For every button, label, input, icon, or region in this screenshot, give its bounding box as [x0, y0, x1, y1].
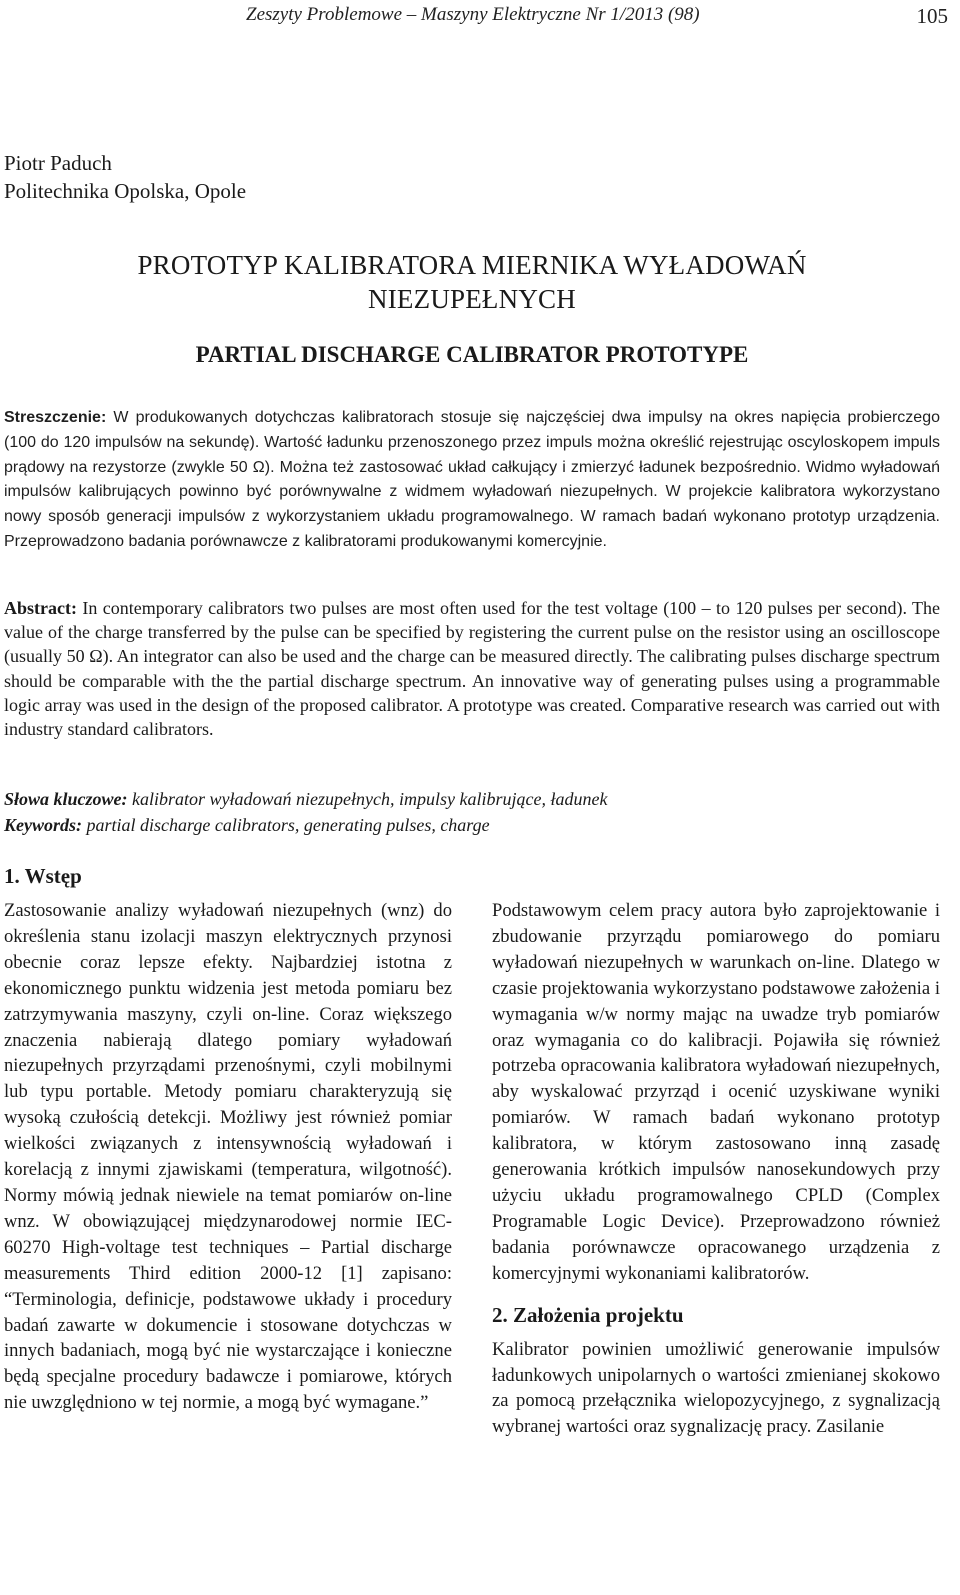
title-block [0, 248, 944, 368]
summary-text: W produkowanych dotychczas kalibratorach stosuje się najczęściej dwa impulsy na okres napięcia probierczego (100 do 120 impulsów na sekundę). Wartość ładunku przenoszonego przez impuls można określić rejestrując oscyloskopem impuls prądowy na rezystorze (zwykle 50 Ω). Można też zastosować układ całkujący i zmierzyć ładunek bezpośrednio. Widmo wyładowań impulsów kalibrujących powinno być porównywalne z widmem wyładowań niezupełnych. W projekcie kalibratora wykorzystano nowy sposób generacji impulsów z wykorzystaniem układu programowalnego. W ramach badań wykonano prototyp urządzenia. Przeprowadzono badania porównawcze z kalibratorami produkowanymi komercyjnie. [4, 409, 940, 550]
keywords-polish [4, 786, 940, 812]
keywords-english-label: Keywords: [4, 815, 82, 835]
author-affiliation: Politechnika Opolska, Opole [4, 179, 247, 203]
keywords-english-text: partial discharge calibrators, generating pulses, charge [82, 815, 490, 835]
journal-name: Zeszyty Problemowe – Maszyny Elektryczne Nr 1/2013 (98) [246, 4, 700, 25]
summary-label: Streszczenie: [4, 409, 107, 426]
abstract-label: Abstract: [4, 598, 77, 618]
running-header [0, 4, 960, 34]
section-1-right-paragraph: Podstawowym celem pracy autora było zaprojektowanie i zbudowanie przyrządu pomiarowego do pomiaru wyładowań niezupełnych w warunkach on-line. Dlatego w czasie projektowania wykorzystano podstawowe założenia i wymagania w/w normy mając na uwadze tryb pomiarów oraz wymagania co do kalibracji. Pojawiła się również potrzeba opracowania kalibratora wyładowań niezupełnych, aby wyskalować przyrząd i ocenić uzyskiwane wyniki pomiarów. W ramach badań wykonano prototyp kalibratora, w którym zastosowano inną zasadę generowania krótkich impulsów nanosekundowych przy użyciu układu programowalnego CPLD (Complex Programable Logic Device). Przeprowadzono również badania porównawcze opracowanego urządzenia z komercyjnymi wykonaniami kalibratorów. [492, 900, 940, 1284]
title-english: PARTIAL DISCHARGE CALIBRATOR PROTOTYPE [195, 342, 749, 367]
abstract-text: In contemporary calibrators two pulses are most often used for the test voltage (100 – to 120 pulses per second). The value of the charge transferred by the pulse can be specified by registering the current pulse on the resistor using an oscilloscope (usually 50 Ω). An integrator can also be used and the charge can be measured directly. The calibrating pulses discharge spectrum should be comparable with the the partial discharge spectrum. An innovative way of generating pulses using a programmable logic array was used in the design of the proposed calibrator. A prototype was created. Comparative research was carried out with industry standard calibrators. [4, 598, 940, 740]
keywords-block [4, 786, 940, 838]
keywords-polish-text: kalibrator wyładowań niezupełnych, impulsy kalibrujące, ładunek [127, 789, 608, 809]
section-1-left-paragraph: Zastosowanie analizy wyładowań niezupełnych (wnz) do określenia stanu izolacji maszyn elektrycznych przynosi obecnie coraz lepsze efekty. Najbardziej istotna z ekonomicznego punktu widzenia jest metoda pomiaru bez zatrzymywania maszyny, czyli on-line. Coraz większego znaczenia nabierają dlatego pomiary wyładowań niezupełnych przyrządami przenośnymi, czyli mobilnymi lub typu portable. Metody pomiaru charakteryzują się wysoką czułością detekcji. Możliwy jest również pomiar wielkości związanych z intensywnością wyładowań i korelacją z innymi zjawiskami (temperatura, wilgotność). Normy mówią jednak niewiele na temat pomiarów on-line wnz. W obowiązującej międzynarodowej normie IEC-60270 High-voltage test techniques – Partial discharge measurements Third edition 2000-12 [1] zapisano: “Terminologia, definicje, podstawowe układy i procedury badań zawarte w dokumencie i stosowane dotychczas w innych badaniach, mogą być nie wystarczające i konieczne będą specjalne procedury badawcze i pomiarowe, których nie uwzględniono w tej normie, a mogą być wymagane.” [4, 900, 452, 1414]
abstract-paragraph [4, 596, 940, 741]
page-number: 105 [916, 4, 948, 28]
summary-paragraph [4, 406, 940, 555]
section-2-paragraph: Kalibrator powinien umożliwić generowanie impulsów ładunkowych unipolarnych o wartości zmienianej skokowo za pomocą przełącznika wielopozycyjnego, z sygnalizacją wybranej wartości oraz sygnalizację pracy. Zasilanie [492, 1338, 940, 1438]
title-polish-line-2: NIEZUPEŁNYCH [368, 284, 576, 314]
keywords-polish-label: Słowa kluczowe: [4, 789, 128, 809]
right-column [492, 898, 940, 1440]
author-block [4, 149, 246, 205]
section-1-heading: 1. Wstęp [4, 864, 82, 888]
author-name: Piotr Paduch [4, 151, 112, 175]
title-polish-line-1: PROTOTYP KALIBRATORA MIERNIKA WYŁADOWAŃ [137, 250, 807, 280]
section-2-heading: 2. Założenia projektu [492, 1302, 684, 1327]
title-polish [0, 248, 944, 316]
keywords-english [4, 812, 940, 838]
left-column [4, 898, 452, 1416]
